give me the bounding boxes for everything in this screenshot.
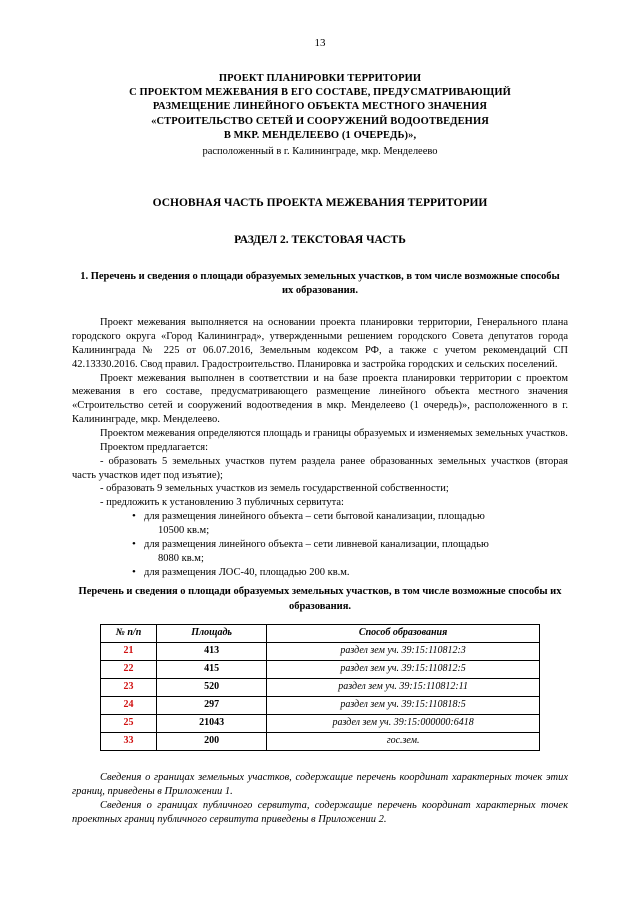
paragraph: Проектом межевания определяются площадь и границы образуемых и изменяемых земельных участков. [100, 428, 568, 440]
table-row [101, 678, 540, 696]
bullet-text: для размещения линейного объекта – сети бытовой канализации, площадью [144, 511, 485, 523]
section-heading: РАЗДЕЛ 2. ТЕКСТОВАЯ ЧАСТЬ [234, 234, 406, 247]
cell-area: 200 [157, 732, 267, 750]
item-number: 1. [80, 270, 89, 282]
table-row [101, 714, 540, 732]
cell-method: раздел зем уч. 39:15:110818:5 [267, 696, 540, 714]
title-line-3: РАЗМЕЩЕНИЕ ЛИНЕЙНОГО ОБЪЕКТА МЕСТНОГО ЗНАЧЕНИЯ [152, 101, 488, 113]
land-plots-table [100, 624, 540, 751]
list-item [132, 538, 568, 566]
title-line-2: С ПРОЕКТОМ МЕЖЕВАНИЯ В ЕГО СОСТАВЕ, ПРЕДУСМАТРИВАЮЩИЙ [129, 87, 511, 99]
document-subtitle: расположенный в г. Калининграде, мкр. Менделеево [202, 145, 438, 157]
footer-note: Сведения о границах земельных участков, содержащие перечень координат характерных точек этих границ, приведены в Приложении 1. [72, 771, 568, 797]
cell-method: раздел зем уч. 39:15:110812:3 [267, 642, 540, 660]
table-row [101, 642, 540, 660]
bullet-list [72, 510, 568, 579]
cell-number: 25 [101, 714, 157, 732]
title-line-1: ПРОЕКТ ПЛАНИРОВКИ ТЕРРИТОРИИ [218, 73, 422, 85]
footer-notes [72, 771, 568, 827]
table-header-row [101, 624, 540, 642]
title-line-5: В МКР. МЕНДЕЛЕЕВО (1 ОЧЕРЕДЬ)», [223, 129, 417, 141]
main-part-heading: ОСНОВНАЯ ЧАСТЬ ПРОЕКТА МЕЖЕВАНИЯ ТЕРРИТОРИИ [152, 197, 488, 210]
title-line-4: «СТРОИТЕЛЬСТВО СЕТЕЙ И СООРУЖЕНИЙ ВОДООТВЕДЕНИЯ [151, 115, 489, 127]
cell-area: 413 [157, 642, 267, 660]
list-item [132, 566, 568, 580]
cell-number: 22 [101, 660, 157, 678]
cell-method: раздел зем уч. 39:15:110812:5 [267, 660, 540, 678]
list-item [132, 510, 568, 538]
column-header-method: Способ образования [267, 624, 540, 642]
item-heading [72, 270, 568, 298]
cell-method: раздел зем уч. 39:15:110812:11 [267, 678, 540, 696]
bullet-text: для размещения линейного объекта – сети ливневой канализации, площадью [144, 538, 489, 550]
table-row [101, 660, 540, 678]
cell-number: 33 [101, 732, 157, 750]
cell-area: 21043 [157, 714, 267, 732]
bullet-text-cont: 8080 кв.м; [158, 552, 204, 564]
dash-item: - образовать 9 земельных участков из земель государственной собственности; [100, 483, 449, 495]
table-row [101, 732, 540, 750]
cell-number: 23 [101, 678, 157, 696]
paragraph: Проект межевания выполняется на основании проекта планировки территории, Генерального плана городского округа «Город Калининград», утвержденными решением городского Совета депутатов города Калининграда № 225 от 06.07.2016, Земельным кодексом РФ, а также с учетом рекомендаций СП 42.13330.2016. Свод правил. Градостроительство. Планировка и застройка городских и сельских поселений. [72, 317, 568, 370]
cell-method: раздел зем уч. 39:15:000000:6418 [267, 714, 540, 732]
column-header-number: № п/п [101, 624, 157, 642]
paragraph: Проект межевания выполнен в соответствии и на базе проекта планировки территории с проектом межевания в его составе, предусматривающего размещение линейного объекта местного значения «Строительство сетей и сооружений водоотведения в мкр. Менделеево (1 очередь)», расположенного в г. Калининграде, мкр. Менделеево. [72, 372, 568, 426]
column-header-area: Площадь [157, 624, 267, 642]
dash-item: - образовать 5 земельных участков путем раздела ранее образованных земельных участков (вторая часть участков идет под изъятие); [72, 455, 568, 481]
cell-number: 21 [101, 642, 157, 660]
body-paragraphs [72, 316, 568, 510]
bullet-text: для размещения ЛОС-40, площадью 200 кв.м. [144, 566, 350, 578]
table-header [101, 624, 540, 642]
document-title [72, 72, 568, 143]
table-body [101, 642, 540, 750]
cell-number: 24 [101, 696, 157, 714]
cell-method: гос.зем. [267, 732, 540, 750]
cell-area: 520 [157, 678, 267, 696]
dash-item: - предложить к установлению 3 публичных сервитута: [100, 497, 344, 509]
item-text: Перечень и сведения о площади образуемых земельных участков, в том числе возможные способы их образования. [90, 270, 560, 296]
page-number: 13 [314, 37, 326, 49]
cell-area: 297 [157, 696, 267, 714]
table-caption: Перечень и сведения о площади образуемых земельных участков, в том числе возможные способы их образования. [78, 586, 562, 612]
footer-note: Сведения о границах публичного сервитута, содержащие перечень координат характерных точек проектных границ публичного сервитута приведены в Приложении 2. [72, 799, 568, 826]
paragraph: Проектом предлагается: [100, 441, 208, 453]
table-row [101, 696, 540, 714]
bullet-text-cont: 10500 кв.м; [158, 525, 210, 537]
cell-area: 415 [157, 660, 267, 678]
